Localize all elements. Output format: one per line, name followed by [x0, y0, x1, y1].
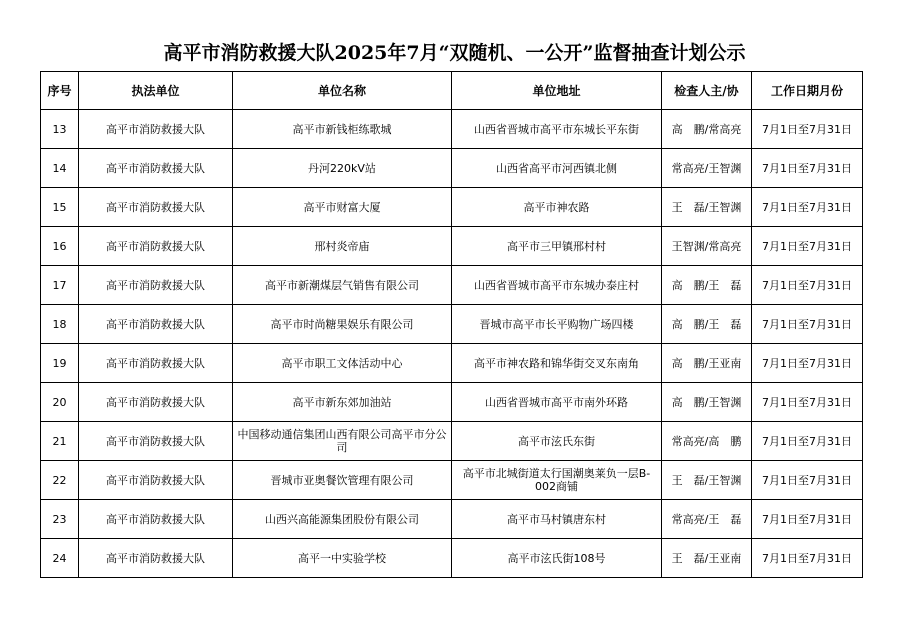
cell-inspectors: 王智渊/常高亮	[662, 227, 752, 266]
cell-work-period: 7月1日至7月31日	[752, 227, 863, 266]
cell-serial-number: 22	[41, 461, 79, 500]
table-row	[41, 344, 863, 383]
cell-unit-address: 晋城市高平市长平购物广场四楼	[452, 305, 662, 344]
table-row	[41, 149, 863, 188]
cell-inspectors: 王 磊/王智渊	[662, 461, 752, 500]
cell-serial-number: 23	[41, 500, 79, 539]
cell-unit-name: 高平市新东郊加油站	[233, 383, 452, 422]
cell-unit-address: 高平市泫氏街108号	[452, 539, 662, 578]
table-row	[41, 539, 863, 578]
cell-enforcement-unit: 高平市消防救援大队	[79, 227, 233, 266]
table-row	[41, 461, 863, 500]
cell-enforcement-unit: 高平市消防救援大队	[79, 539, 233, 578]
cell-unit-name: 高平市职工文体活动中心	[233, 344, 452, 383]
table-row	[41, 227, 863, 266]
cell-inspectors: 王 磊/王智渊	[662, 188, 752, 227]
table-row	[41, 383, 863, 422]
cell-serial-number: 16	[41, 227, 79, 266]
cell-serial-number: 18	[41, 305, 79, 344]
table-row	[41, 500, 863, 539]
cell-work-period: 7月1日至7月31日	[752, 110, 863, 149]
cell-inspectors: 王 磊/王亚南	[662, 539, 752, 578]
cell-serial-number: 15	[41, 188, 79, 227]
cell-unit-name: 高平市新潮煤层气销售有限公司	[233, 266, 452, 305]
cell-unit-address: 高平市神农路和锦华街交叉东南角	[452, 344, 662, 383]
cell-work-period: 7月1日至7月31日	[752, 539, 863, 578]
cell-enforcement-unit: 高平市消防救援大队	[79, 149, 233, 188]
cell-unit-name: 中国移动通信集团山西有限公司高平市分公司	[233, 422, 452, 461]
cell-unit-address: 高平市泫氏东街	[452, 422, 662, 461]
cell-serial-number: 21	[41, 422, 79, 461]
cell-enforcement-unit: 高平市消防救援大队	[79, 422, 233, 461]
cell-unit-name: 高平一中实验学校	[233, 539, 452, 578]
cell-unit-name: 山西兴高能源集团股份有限公司	[233, 500, 452, 539]
cell-enforcement-unit: 高平市消防救援大队	[79, 305, 233, 344]
cell-unit-address: 高平市三甲镇邢村村	[452, 227, 662, 266]
cell-unit-name: 高平市财富大厦	[233, 188, 452, 227]
table-header	[41, 72, 863, 110]
cell-serial-number: 14	[41, 149, 79, 188]
table-row	[41, 188, 863, 227]
cell-enforcement-unit: 高平市消防救援大队	[79, 500, 233, 539]
table-row	[41, 266, 863, 305]
header-row	[41, 72, 863, 110]
cell-enforcement-unit: 高平市消防救援大队	[79, 383, 233, 422]
inspection-plan-table	[40, 71, 863, 578]
header-serial-number: 序号	[41, 72, 79, 110]
cell-unit-address: 山西省晋城市高平市东城长平东街	[452, 110, 662, 149]
cell-unit-address: 山西省晋城市高平市东城办泰庄村	[452, 266, 662, 305]
cell-unit-name: 高平市时尚糖果娱乐有限公司	[233, 305, 452, 344]
cell-serial-number: 17	[41, 266, 79, 305]
cell-enforcement-unit: 高平市消防救援大队	[79, 344, 233, 383]
cell-work-period: 7月1日至7月31日	[752, 422, 863, 461]
cell-work-period: 7月1日至7月31日	[752, 461, 863, 500]
cell-inspectors: 高 鹏/王 磊	[662, 305, 752, 344]
header-enforcement-unit: 执法单位	[79, 72, 233, 110]
cell-enforcement-unit: 高平市消防救援大队	[79, 266, 233, 305]
cell-inspectors: 高 鹏/王 磊	[662, 266, 752, 305]
table-row	[41, 305, 863, 344]
cell-unit-name: 高平市新钱柜练歌城	[233, 110, 452, 149]
cell-work-period: 7月1日至7月31日	[752, 500, 863, 539]
cell-serial-number: 19	[41, 344, 79, 383]
cell-serial-number: 24	[41, 539, 79, 578]
cell-unit-name: 邢村炎帝庙	[233, 227, 452, 266]
cell-inspectors: 常高亮/高 鹏	[662, 422, 752, 461]
cell-enforcement-unit: 高平市消防救援大队	[79, 461, 233, 500]
cell-work-period: 7月1日至7月31日	[752, 149, 863, 188]
header-unit-name: 单位名称	[233, 72, 452, 110]
cell-unit-address: 高平市马村镇唐东村	[452, 500, 662, 539]
page-title: 高平市消防救援大队2025年7月“双随机、一公开”监督抽查计划公示	[163, 42, 746, 64]
header-inspectors: 检查人主/协	[662, 72, 752, 110]
cell-inspectors: 常高亮/王 磊	[662, 500, 752, 539]
cell-enforcement-unit: 高平市消防救援大队	[79, 110, 233, 149]
cell-inspectors: 高 鹏/常高亮	[662, 110, 752, 149]
header-unit-address: 单位地址	[452, 72, 662, 110]
cell-work-period: 7月1日至7月31日	[752, 188, 863, 227]
cell-work-period: 7月1日至7月31日	[752, 305, 863, 344]
cell-serial-number: 13	[41, 110, 79, 149]
table-row	[41, 422, 863, 461]
cell-enforcement-unit: 高平市消防救援大队	[79, 188, 233, 227]
cell-unit-address: 高平市神农路	[452, 188, 662, 227]
cell-unit-address: 高平市北城街道太行国潮奥莱负一层B-002商铺	[452, 461, 662, 500]
table-row	[41, 110, 863, 149]
cell-unit-address: 山西省晋城市高平市南外环路	[452, 383, 662, 422]
cell-work-period: 7月1日至7月31日	[752, 344, 863, 383]
cell-work-period: 7月1日至7月31日	[752, 383, 863, 422]
cell-unit-address: 山西省高平市河西镇北侧	[452, 149, 662, 188]
cell-serial-number: 20	[41, 383, 79, 422]
header-work-period: 工作日期月份	[752, 72, 863, 110]
cell-inspectors: 高 鹏/王智渊	[662, 383, 752, 422]
table-body	[41, 110, 863, 578]
cell-inspectors: 高 鹏/王亚南	[662, 344, 752, 383]
cell-work-period: 7月1日至7月31日	[752, 266, 863, 305]
cell-inspectors: 常高亮/王智渊	[662, 149, 752, 188]
cell-unit-name: 晋城市亚奥餐饮管理有限公司	[233, 461, 452, 500]
cell-unit-name: 丹河220kV站	[233, 149, 452, 188]
